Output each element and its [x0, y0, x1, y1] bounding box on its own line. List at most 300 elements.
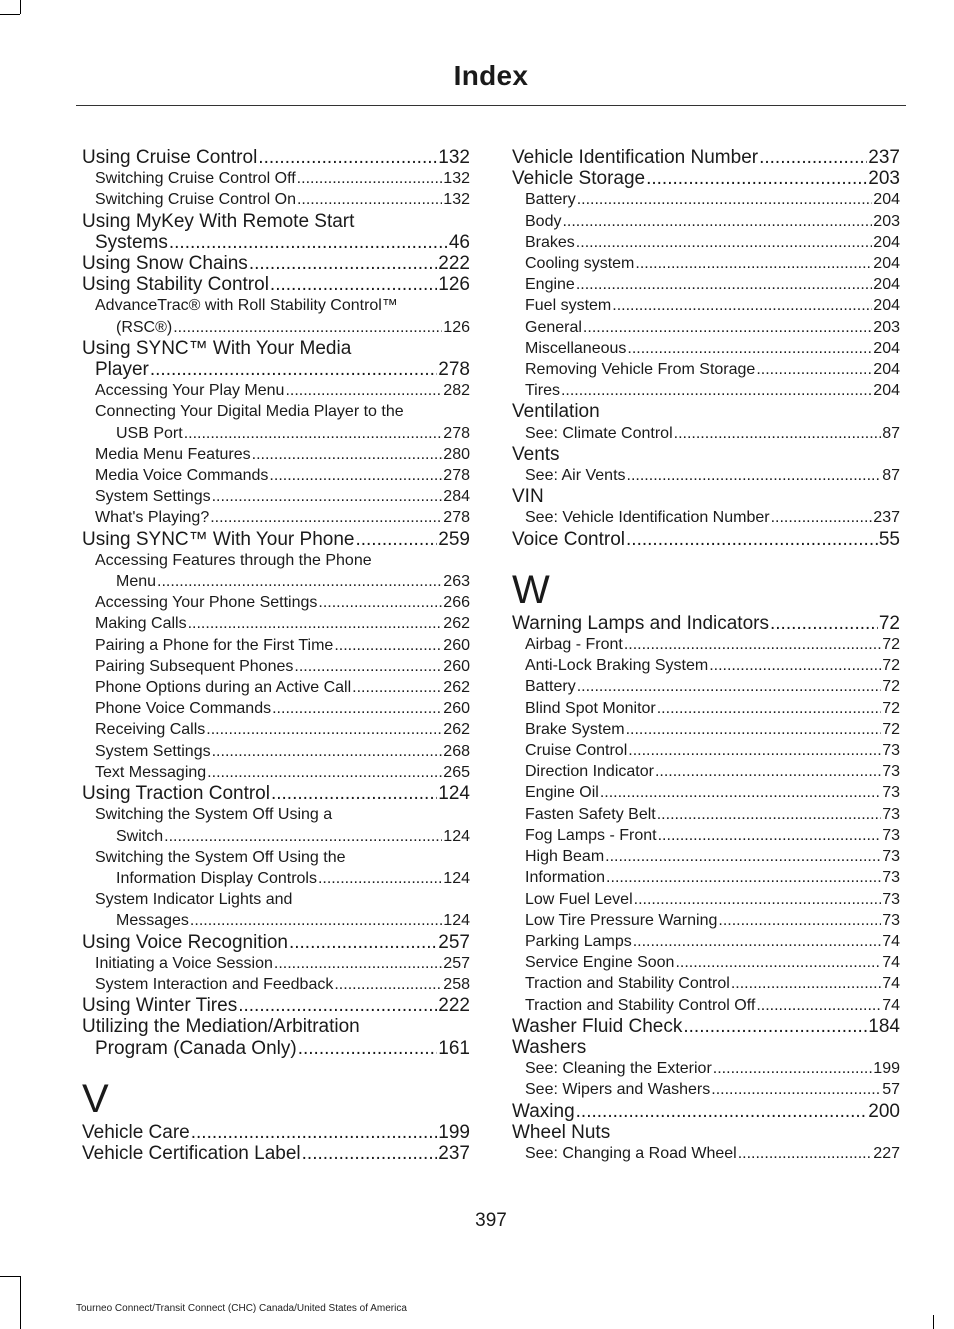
index-entry[interactable] [82, 804, 470, 825]
index-entry[interactable] [82, 571, 470, 592]
index-entry[interactable] [82, 889, 470, 910]
entry-text: Traction and Stability Control [525, 975, 730, 993]
entry-page: 278 [443, 509, 470, 527]
entry-page: 132 [438, 147, 470, 168]
dot-leader [249, 253, 437, 274]
index-entry[interactable] [512, 359, 900, 380]
index-entry[interactable] [512, 952, 900, 973]
index-entry[interactable] [82, 507, 470, 528]
dot-leader [318, 868, 442, 889]
dot-leader [297, 168, 443, 189]
dot-leader [334, 635, 442, 656]
index-entry[interactable] [512, 698, 900, 719]
entry-page: 222 [438, 995, 470, 1017]
entry-text: Media Menu Features [95, 445, 251, 463]
index-entry[interactable] [82, 189, 470, 210]
index-entry[interactable] [82, 613, 470, 634]
entry-text: Media Voice Commands [95, 467, 269, 485]
entry-page: 73 [882, 763, 900, 781]
entry-page: 74 [882, 954, 900, 972]
entry-text: Body [525, 212, 562, 230]
dot-leader [600, 782, 881, 803]
entry-text: Engine [525, 276, 575, 294]
entry-text: Initiating a Voice Session [95, 954, 273, 972]
entry-page: 199 [438, 1121, 470, 1143]
entry-page: 262 [443, 721, 470, 739]
index-entry[interactable] [82, 274, 470, 295]
entry-text: Information Display Controls [116, 869, 317, 887]
entry-text: Text Messaging [95, 763, 207, 781]
dot-leader [212, 486, 443, 507]
dot-leader [562, 211, 872, 232]
entry-text: High Beam [525, 848, 605, 866]
dot-leader [561, 380, 872, 401]
dot-leader [191, 1122, 438, 1143]
index-entry[interactable] [512, 168, 900, 189]
dot-leader [238, 995, 437, 1016]
entry-text: Vehicle Care [82, 1121, 190, 1143]
index-entry[interactable] [82, 338, 470, 359]
entry-page: 73 [882, 805, 900, 823]
dot-leader [334, 974, 442, 995]
entry-page: 46 [448, 231, 470, 253]
index-entry[interactable] [512, 232, 900, 253]
index-entry[interactable] [512, 1122, 900, 1143]
entry-page: 73 [882, 742, 900, 760]
dot-leader [210, 507, 442, 528]
dot-leader [577, 676, 882, 697]
index-entry[interactable] [512, 973, 900, 994]
entry-page: 284 [443, 488, 470, 506]
index-entry[interactable] [512, 423, 900, 444]
entry-text: AdvanceTrac® with Roll Stability Control™ [95, 297, 398, 315]
entry-text: General [525, 318, 582, 336]
entry-page: 203 [873, 212, 900, 230]
dot-leader [206, 719, 442, 740]
entry-text: Washers [512, 1036, 587, 1058]
index-entry[interactable] [82, 783, 470, 804]
dot-leader [318, 592, 442, 613]
index-entry[interactable] [82, 380, 470, 401]
entry-page: 199 [873, 1060, 900, 1078]
index-entry[interactable] [82, 232, 470, 253]
entry-text: Vehicle Storage [512, 168, 646, 190]
index-entry[interactable] [512, 931, 900, 952]
crop-mark [933, 1315, 934, 1329]
dot-leader [188, 613, 443, 634]
dot-leader [302, 1143, 438, 1164]
index-entry[interactable] [82, 592, 470, 613]
index-entry[interactable] [82, 465, 470, 486]
index-entry[interactable] [512, 1079, 900, 1100]
entry-text: Brakes [525, 233, 575, 251]
entry-page: 204 [873, 191, 900, 209]
entry-page: 126 [438, 274, 470, 296]
entry-text: Battery [525, 191, 576, 209]
dot-leader [713, 1058, 873, 1079]
index-entry[interactable] [82, 1038, 470, 1059]
dot-leader [150, 359, 437, 380]
entry-page: 124 [443, 827, 470, 845]
entry-text: Tires [525, 382, 560, 400]
dot-leader [627, 338, 872, 359]
index-entry[interactable] [82, 295, 470, 316]
dot-leader [184, 423, 443, 444]
dot-leader [294, 656, 442, 677]
dot-leader [583, 317, 872, 338]
dot-leader [207, 762, 442, 783]
index-entry[interactable] [82, 741, 470, 762]
index-entry[interactable] [82, 762, 470, 783]
entry-page: 124 [443, 912, 470, 930]
section-letter: V [82, 1076, 109, 1121]
entry-text: Anti-Lock Braking System [525, 657, 709, 675]
entry-page: 73 [882, 784, 900, 802]
entry-page: 260 [443, 636, 470, 654]
entry-text: (RSC®) [116, 318, 173, 336]
entry-page: 263 [443, 573, 470, 591]
dot-leader [683, 1016, 867, 1037]
dot-leader [756, 359, 872, 380]
dot-leader [711, 1079, 881, 1100]
index-entry[interactable] [82, 910, 470, 931]
section-letter: W [512, 567, 550, 612]
index-entry[interactable] [82, 656, 470, 677]
index-entry[interactable] [82, 444, 470, 465]
dot-leader [576, 1101, 868, 1122]
index-entry[interactable] [82, 826, 470, 847]
entry-page: 204 [873, 382, 900, 400]
entry-text: Pairing a Phone for the First Time [95, 636, 334, 654]
entry-page: 73 [882, 911, 900, 929]
entry-text: Switch [116, 827, 164, 845]
entry-text: Vents [512, 443, 560, 465]
dot-leader [612, 295, 872, 316]
dot-leader [606, 867, 881, 888]
index-entry[interactable] [82, 423, 470, 444]
entry-text: Low Tire Pressure Warning [525, 911, 718, 929]
entry-text: Menu [116, 573, 157, 591]
entry-page: 73 [882, 890, 900, 908]
index-entry[interactable] [512, 1058, 900, 1079]
entry-text: Connecting Your Digital Media Player to the [95, 403, 404, 421]
index-entry[interactable] [82, 719, 470, 740]
entry-text: Using Voice Recognition [82, 931, 288, 953]
index-entry[interactable] [82, 147, 470, 168]
entry-page: 204 [873, 233, 900, 251]
entry-text: Receiving Calls [95, 721, 206, 739]
dot-leader [771, 507, 873, 528]
index-entry[interactable] [512, 910, 900, 931]
index-entry[interactable] [512, 995, 900, 1016]
entry-page: 203 [873, 318, 900, 336]
entry-page: 262 [443, 615, 470, 633]
entry-text: Using Traction Control [82, 783, 270, 805]
dot-leader [674, 423, 882, 444]
entry-text: Voice Control [512, 528, 626, 550]
index-entry[interactable] [82, 974, 470, 995]
index-entry[interactable] [82, 953, 470, 974]
entry-page: 257 [438, 931, 470, 953]
entry-text: Switching the System Off Using a [95, 806, 333, 824]
index-entry[interactable] [82, 317, 470, 338]
index-entry[interactable] [82, 635, 470, 656]
entry-page: 265 [443, 763, 470, 781]
index-entry[interactable] [82, 359, 470, 380]
dot-leader [169, 232, 448, 253]
index-column-right [512, 147, 900, 1164]
entry-page: 203 [868, 168, 900, 190]
index-entry[interactable] [512, 211, 900, 232]
entry-page: 124 [443, 869, 470, 887]
dot-leader [770, 613, 878, 634]
index-entry[interactable] [512, 634, 900, 655]
index-entry[interactable] [512, 889, 900, 910]
index-entry[interactable] [82, 211, 470, 232]
entry-text: Traction and Stability Control Off [525, 996, 756, 1014]
entry-text: Switching Cruise Control On [95, 191, 296, 209]
dot-leader [605, 846, 881, 867]
dot-leader [212, 741, 443, 762]
dot-leader [658, 825, 882, 846]
index-entry[interactable] [512, 761, 900, 782]
entry-page: 74 [882, 975, 900, 993]
entry-page: 260 [443, 657, 470, 675]
entry-text: Pairing Subsequent Phones [95, 657, 294, 675]
entry-text: Wheel Nuts [512, 1121, 611, 1143]
entry-text: Fog Lamps - Front [525, 826, 657, 844]
entry-page: 132 [443, 191, 470, 209]
entry-page: 57 [882, 1081, 900, 1099]
entry-text: Using Stability Control [82, 274, 269, 296]
dot-leader [297, 189, 442, 210]
entry-page: 74 [882, 932, 900, 950]
entry-page: 200 [868, 1100, 900, 1122]
index-entry[interactable] [82, 529, 470, 550]
entry-page: 184 [868, 1015, 900, 1037]
dot-leader [657, 804, 881, 825]
dot-leader [633, 931, 881, 952]
index-entry[interactable] [512, 613, 900, 634]
index-entry[interactable] [82, 868, 470, 889]
index-entry[interactable] [512, 529, 900, 550]
entry-text: Information [525, 869, 606, 887]
index-entry[interactable] [82, 168, 470, 189]
entry-text: Making Calls [95, 615, 187, 633]
entry-text: Accessing Your Phone Settings [95, 594, 318, 612]
index-entry[interactable] [512, 147, 900, 168]
index-entry[interactable] [82, 995, 470, 1016]
entry-text: Blind Spot Monitor [525, 699, 656, 717]
entry-text: Engine Oil [525, 784, 599, 802]
entry-page: 278 [438, 359, 470, 381]
dot-leader [756, 995, 881, 1016]
entry-page: 87 [882, 467, 900, 485]
index-entry[interactable] [512, 676, 900, 697]
entry-text: Phone Voice Commands [95, 700, 272, 718]
entry-text: Fasten Safety Belt [525, 805, 656, 823]
dot-leader [355, 529, 437, 550]
index-entry[interactable] [512, 486, 900, 507]
index-entry[interactable] [82, 253, 470, 274]
entry-page: 124 [438, 783, 470, 805]
index-entry[interactable] [512, 782, 900, 803]
index-entry[interactable] [512, 655, 900, 676]
dot-leader [655, 761, 881, 782]
entry-page: 282 [443, 382, 470, 400]
dot-leader [709, 655, 881, 676]
entry-text: Cooling system [525, 255, 635, 273]
index-entry[interactable] [82, 1143, 470, 1164]
entry-page: 74 [882, 996, 900, 1014]
entry-text: See: Climate Control [525, 424, 673, 442]
entry-page: 161 [438, 1037, 470, 1059]
dot-leader [675, 952, 881, 973]
entry-text: Using SYNC™ With Your Media [82, 337, 352, 359]
index-entry[interactable] [512, 1037, 900, 1058]
index-entry[interactable] [82, 1122, 470, 1143]
entry-text: Player [95, 359, 149, 381]
dot-leader [157, 571, 442, 592]
index-entry[interactable] [512, 253, 900, 274]
entry-text: Washer Fluid Check [512, 1015, 683, 1037]
dot-leader [628, 740, 881, 761]
dot-leader [173, 317, 442, 338]
dot-leader [271, 783, 437, 804]
index-entry[interactable] [82, 486, 470, 507]
entry-text: Switching Cruise Control Off [95, 170, 296, 188]
page-title: Index [453, 60, 529, 91]
entry-page: 72 [878, 612, 900, 634]
entry-text: System Indicator Lights and [95, 891, 293, 909]
entry-page: 72 [882, 678, 900, 696]
entry-page: 262 [443, 679, 470, 697]
index-entry[interactable] [512, 1016, 900, 1037]
dot-leader [657, 698, 881, 719]
entry-text: See: Wipers and Washers [525, 1081, 711, 1099]
entry-text: Using SYNC™ With Your Phone [82, 528, 355, 550]
entry-text: System Interaction and Feedback [95, 975, 334, 993]
entry-page: 237 [873, 509, 900, 527]
index-entry[interactable] [512, 295, 900, 316]
index-column-left [82, 147, 470, 1164]
index-entry[interactable] [512, 189, 900, 210]
entry-page: 237 [438, 1142, 470, 1164]
entry-page: 278 [443, 467, 470, 485]
dot-leader [576, 274, 872, 295]
entry-page: 266 [443, 594, 470, 612]
index-entry[interactable] [512, 380, 900, 401]
entry-text: Accessing Your Play Menu [95, 382, 285, 400]
dot-leader [635, 253, 872, 274]
entry-page: 126 [443, 318, 470, 336]
entry-page: 72 [882, 720, 900, 738]
entry-text: Fuel system [525, 297, 612, 315]
entry-page: 204 [873, 255, 900, 273]
entry-page: 260 [443, 700, 470, 718]
dot-leader [627, 465, 882, 486]
entry-text: Using Winter Tires [82, 995, 238, 1017]
dot-leader [634, 889, 882, 910]
index-entry[interactable] [82, 847, 470, 868]
index-entry[interactable] [512, 825, 900, 846]
dot-leader [718, 910, 881, 931]
dot-leader [258, 147, 437, 168]
index-entry[interactable] [512, 719, 900, 740]
page-number: 397 [475, 1210, 507, 1231]
index-entry[interactable] [512, 465, 900, 486]
entry-text: Direction Indicator [525, 763, 654, 781]
entry-page: 132 [443, 170, 470, 188]
index-entry[interactable] [512, 1143, 900, 1164]
dot-leader [269, 465, 442, 486]
entry-text: Systems [95, 231, 168, 253]
index-entry[interactable] [512, 444, 900, 465]
index-entry[interactable] [512, 401, 900, 422]
entry-text: Low Fuel Level [525, 890, 633, 908]
index-entry[interactable] [82, 401, 470, 422]
index-entry[interactable] [512, 846, 900, 867]
dot-leader [577, 189, 873, 210]
index-entry[interactable] [512, 274, 900, 295]
entry-page: 268 [443, 742, 470, 760]
dot-leader [738, 1143, 873, 1164]
entry-text: Accessing Features through the Phone [95, 551, 372, 569]
entry-text: USB Port [116, 424, 183, 442]
entry-page: 72 [882, 699, 900, 717]
entry-page: 73 [882, 869, 900, 887]
index-entry[interactable] [82, 1016, 470, 1037]
entry-text: See: Changing a Road Wheel [525, 1144, 737, 1162]
index-entry[interactable] [512, 317, 900, 338]
index-entry[interactable] [82, 550, 470, 571]
entry-text: Parking Lamps [525, 932, 632, 950]
index-entry[interactable] [82, 698, 470, 719]
entry-text: See: Cleaning the Exterior [525, 1060, 712, 1078]
index-entry[interactable] [512, 804, 900, 825]
entry-text: Switching the System Off Using the [95, 848, 346, 866]
entry-text: System Settings [95, 742, 211, 760]
entry-text: Phone Options during an Active Call [95, 679, 352, 697]
index-entry[interactable] [512, 740, 900, 761]
entry-text: See: Vehicle Identification Number [525, 509, 770, 527]
entry-text: Ventilation [512, 401, 600, 423]
entry-text: Messages [116, 912, 189, 930]
entry-page: 280 [443, 445, 470, 463]
index-entry[interactable] [512, 1101, 900, 1122]
entry-text: VIN [512, 486, 544, 508]
entry-text: Using Cruise Control [82, 147, 258, 168]
dot-leader [576, 232, 873, 253]
entry-text: Battery [525, 678, 576, 696]
crop-mark [20, 0, 21, 14]
entry-page: 258 [443, 975, 470, 993]
dot-leader [272, 698, 442, 719]
dot-leader [624, 634, 881, 655]
crop-mark [0, 1276, 20, 1277]
entry-page: 204 [873, 361, 900, 379]
index-entry[interactable] [82, 677, 470, 698]
index-entry[interactable] [512, 867, 900, 888]
entry-text: Program (Canada Only) [95, 1037, 297, 1059]
index-entry[interactable] [512, 507, 900, 528]
index-entry[interactable] [82, 932, 470, 953]
entry-page: 227 [873, 1144, 900, 1162]
dot-leader [759, 147, 867, 168]
index-entry[interactable] [512, 338, 900, 359]
entry-page: 73 [882, 826, 900, 844]
entry-text: Removing Vehicle From Storage [525, 361, 756, 379]
